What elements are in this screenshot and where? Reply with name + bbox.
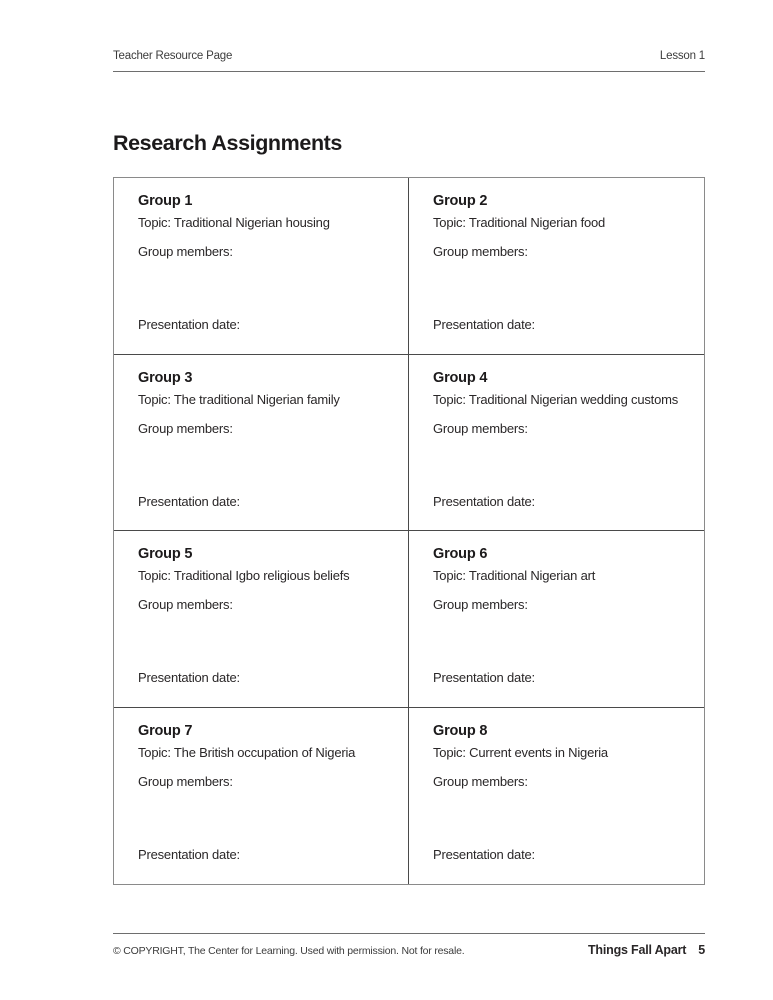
header-right-label: Lesson 1 [659,50,705,62]
group-name: Group 7 [138,722,193,739]
group-cell-7 [114,708,409,885]
group-cell-6 [409,531,704,708]
group-cell-8 [409,708,704,885]
presentation-date-label: Presentation date: [433,846,535,862]
group-topic: Topic: The traditional Nigerian family [138,391,340,407]
presentation-date-label: Presentation date: [138,317,240,332]
page-footer [113,933,705,957]
group-name: Group 4 [433,369,488,386]
group-cell-1 [114,178,409,355]
group-members-label: Group members: [138,773,233,789]
presentation-date-label: Presentation date: [138,493,240,509]
presentation-date-label: Presentation date: [138,846,240,862]
group-members-label: Group members: [138,597,233,612]
group-name: Group 5 [138,546,193,562]
group-members-label: Group members: [138,244,233,259]
page-content [113,0,705,1000]
page-number: 5 [698,943,705,957]
group-cell-5 [114,531,409,708]
group-cell-3 [114,355,409,532]
page-title: Research Assignments [113,131,342,155]
footer-right [588,943,705,957]
presentation-date-label: Presentation date: [433,670,535,685]
presentation-date-label: Presentation date: [138,670,240,685]
copyright-notice: © COPYRIGHT, The Center for Learning. Used with permission. Not for resale. [113,945,465,957]
group-members-label: Group members: [138,420,233,436]
group-topic: Topic: Current events in Nigeria [433,744,608,760]
group-name: Group 2 [433,193,488,209]
group-topic: Topic: Traditional Igbo religious beliefs [138,568,350,583]
book-title: Things Fall Apart [588,943,687,957]
group-name: Group 1 [138,193,193,209]
page-header [113,50,705,72]
group-topic: Topic: The British occupation of Nigeria [138,744,356,760]
group-name: Group 3 [138,369,193,386]
group-name: Group 8 [433,722,488,739]
group-name: Group 6 [433,546,488,562]
header-left-label: Teacher Resource Page [113,50,233,62]
group-topic: Topic: Traditional Nigerian wedding customs [433,391,679,407]
group-members-label: Group members: [433,773,528,789]
group-topic: Topic: Traditional Nigerian food [433,215,606,230]
group-topic: Topic: Traditional Nigerian housing [138,215,330,230]
presentation-date-label: Presentation date: [433,493,535,509]
presentation-date-label: Presentation date: [433,317,535,332]
group-topic: Topic: Traditional Nigerian art [433,568,596,583]
group-members-label: Group members: [433,420,528,436]
group-cell-4 [409,355,704,532]
group-members-label: Group members: [433,597,528,612]
group-members-label: Group members: [433,244,528,259]
research-assignments-table [113,177,705,885]
group-cell-2 [409,178,704,355]
